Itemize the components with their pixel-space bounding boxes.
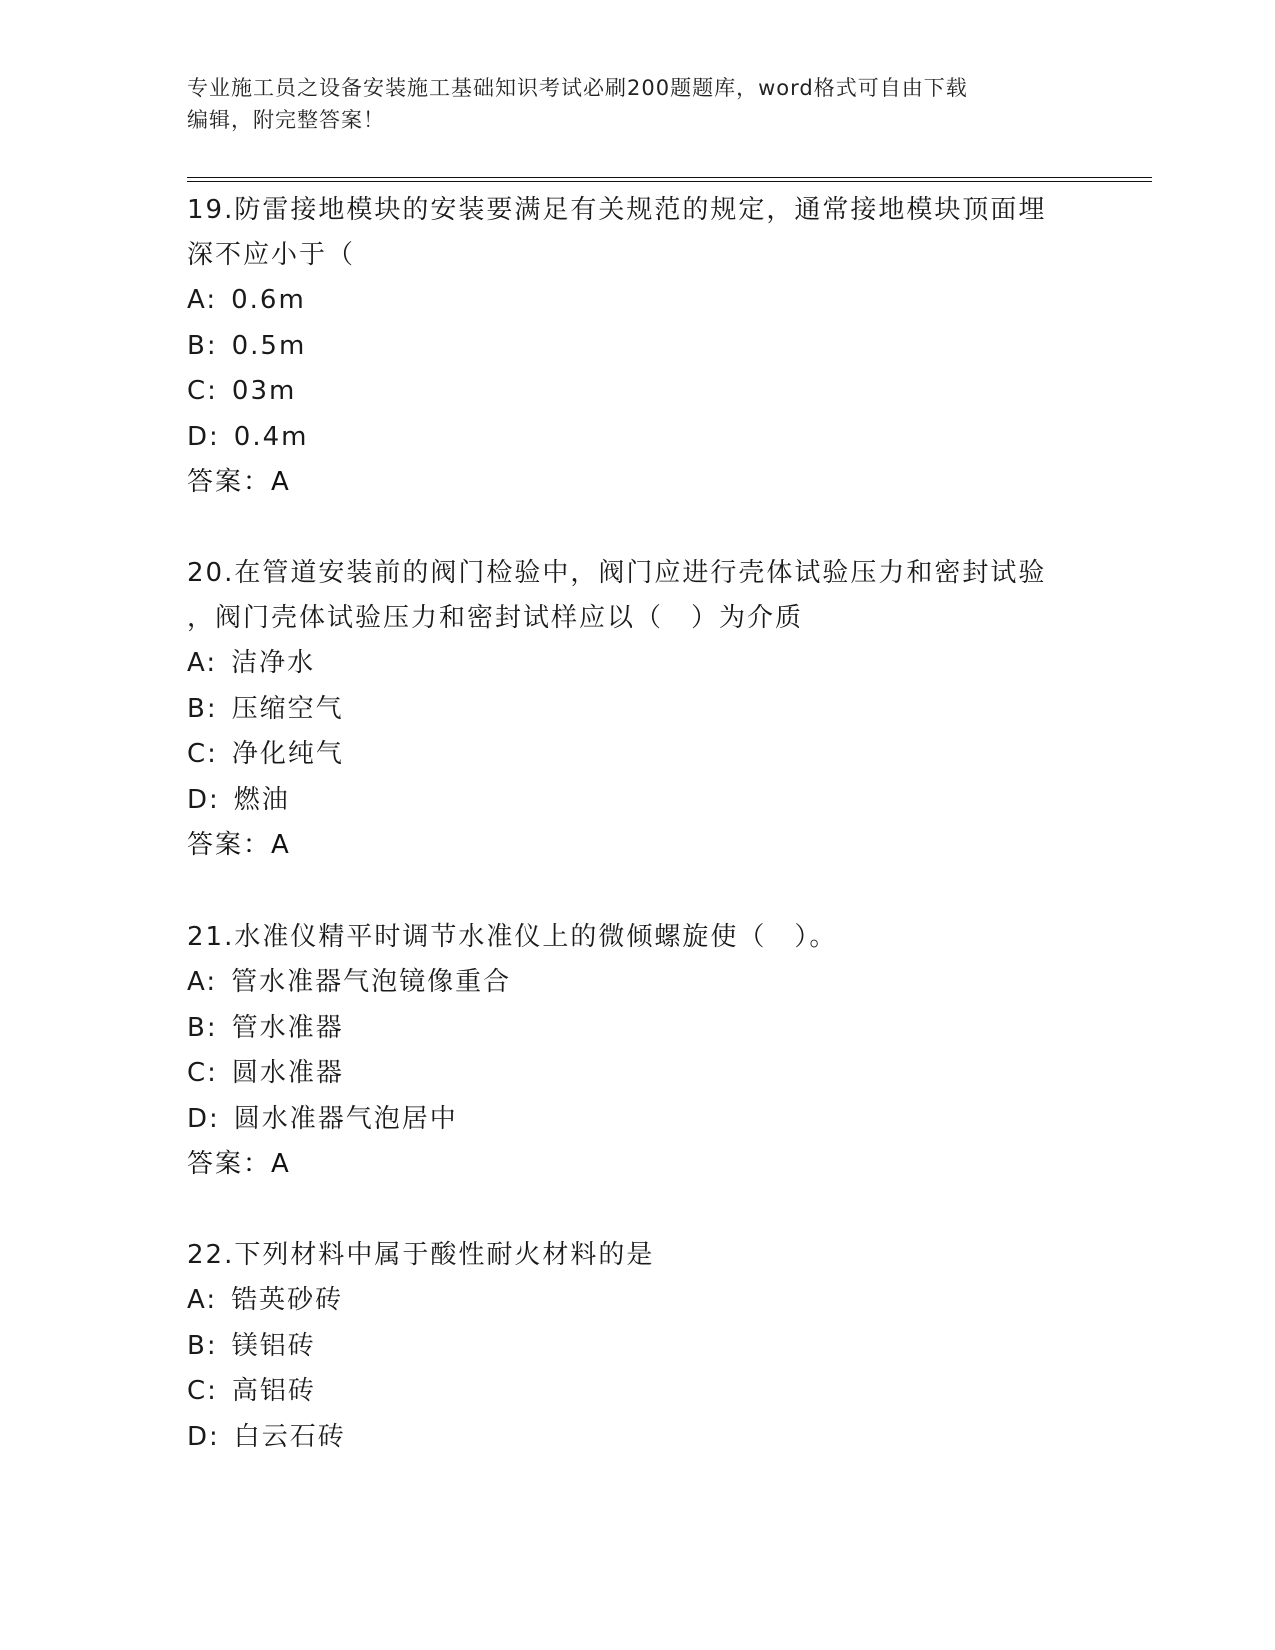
option-letter: D: [187,1421,220,1452]
option-text: 0.5m [231,330,307,361]
option-letter: B: [187,1330,218,1361]
option-letter: B: [187,330,218,361]
option-letter: C: [187,1058,218,1088]
option-letter: D: [187,421,220,452]
question-stem-line-1: 21.水准仪精平时调节水准仪上的微倾螺旋使（ ）。 [187,922,838,952]
option-text: 圆水准器气泡居中 [233,1103,458,1134]
question-22 [187,1233,1087,1460]
option-a [187,1278,1087,1324]
option-letter: C: [187,376,218,406]
option-letter: D: [187,784,220,815]
answer-value: A [271,830,290,860]
option-b [187,1006,1087,1052]
question-20 [187,551,1087,868]
option-text: 03m [231,376,297,406]
option-letter: B: [187,693,218,724]
option-text: 燃油 [233,784,290,815]
answer-line [187,460,1087,505]
option-d [187,1415,1087,1461]
option-letter: A: [187,285,218,315]
answer-value: A [271,467,290,497]
option-d [187,778,1087,824]
answer-label: 答案： [187,830,272,860]
option-letter: A: [187,1285,218,1315]
option-text: 洁净水 [231,648,316,678]
answer-label: 答案： [187,467,272,497]
header-line-1: 专业施工员之设备安装施工基础知识考试必刷200题题库，word格式可自由下载 [187,76,968,100]
option-c [187,1051,1087,1097]
question-stem-line-1: 19.防雷接地模块的安装要满足有关规范的规定，通常接地模块顶面埋 [187,195,1047,225]
question-19 [187,188,1087,505]
question-stem-line-2: ，阀门壳体试验压力和密封试样应以（ ）为介质 [187,603,804,633]
option-text: 白云石砖 [233,1421,346,1452]
option-letter: D: [187,1103,220,1134]
question-stem-line-1: 22.下列材料中属于酸性耐火材料的是 [187,1240,655,1270]
option-b [187,687,1087,733]
option-d [187,415,1087,461]
header-line-2: 编辑，附完整答案！ [187,108,385,132]
option-letter: A: [187,967,218,997]
option-text: 圆水准器 [231,1058,344,1088]
option-text: 0.6m [231,285,306,315]
option-a [187,641,1087,687]
header-divider-bottom [187,181,1152,182]
option-letter: C: [187,1376,218,1406]
option-c [187,369,1087,415]
option-c [187,1369,1087,1415]
option-b [187,324,1087,370]
answer-line [187,823,1087,868]
option-text: 净化纯气 [231,739,344,769]
option-text: 锆英砂砖 [231,1285,344,1315]
option-b [187,1324,1087,1370]
option-c [187,732,1087,778]
option-letter: B: [187,1012,218,1043]
option-text: 镁铝砖 [231,1330,316,1361]
option-text: 0.4m [233,421,309,452]
question-21 [187,915,1087,1187]
option-text: 管水准器气泡镜像重合 [231,967,512,997]
header-divider-top [187,177,1152,178]
question-stem-line-2: 深不应小于（ [187,240,356,270]
option-a [187,960,1087,1006]
option-letter: C: [187,739,218,769]
option-letter: A: [187,648,218,678]
document-header [187,72,1087,136]
answer-value: A [271,1149,290,1179]
option-a [187,278,1087,324]
answer-line [187,1142,1087,1187]
option-d [187,1097,1087,1143]
option-text: 管水准器 [231,1012,344,1043]
question-stem-line-1: 20.在管道安装前的阀门检验中，阀门应进行壳体试验压力和密封试验 [187,558,1047,588]
option-text: 压缩空气 [231,693,344,724]
option-text: 高铝砖 [231,1376,316,1406]
answer-label: 答案： [187,1149,272,1179]
